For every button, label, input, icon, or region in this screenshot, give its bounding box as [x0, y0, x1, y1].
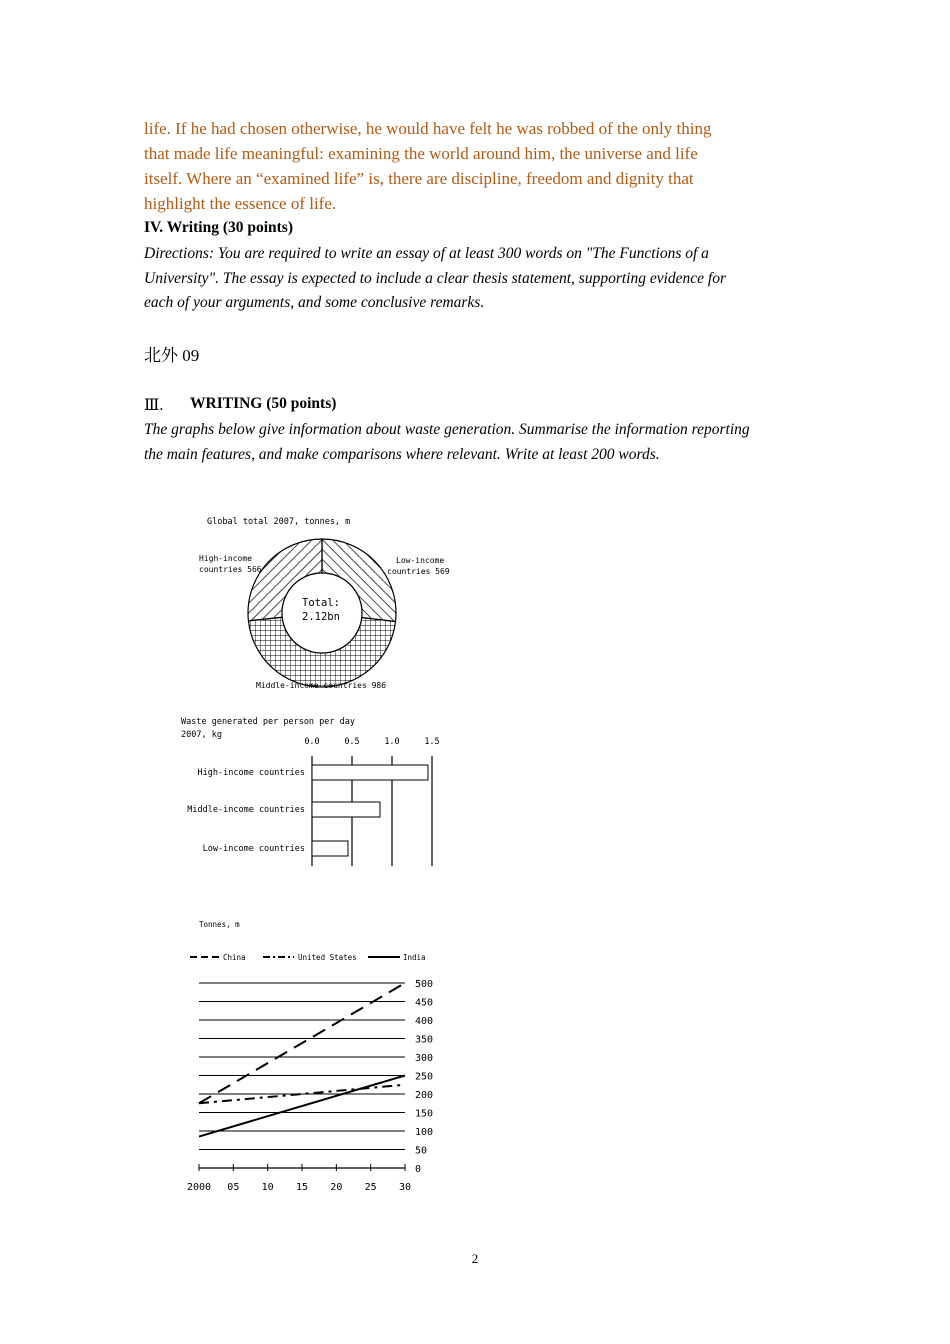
writing-iii-heading: WRITING (50 points)	[190, 395, 337, 412]
pie-label-high-1: High-income	[199, 554, 252, 563]
passage-line-3: itself. Where an “examined life” is, there are discipline, freedom and dignity that	[144, 169, 694, 188]
bar-title-2: 2007, kg	[181, 730, 222, 740]
line-x-tick-label: 2000	[186, 1182, 212, 1193]
line-x-tick-label: 25	[364, 1182, 377, 1193]
passage-line-1: life. If he had chosen otherwise, he would have felt he was robbed of the only thing	[144, 119, 712, 138]
bar-category-label: Middle-income countries	[187, 805, 305, 815]
writing-iii-directions-line-1: The graphs below give information about waste generation. Summarise the information reporting	[144, 421, 750, 438]
bar-tick-label: 0.0	[304, 737, 320, 747]
pie-label-low-1: Low-income	[396, 556, 445, 565]
series-line-india	[199, 1076, 405, 1137]
section-label: 北外 09	[144, 346, 200, 365]
bar-category-label: High-income countries	[197, 768, 305, 778]
bar	[312, 841, 348, 856]
legend-label-united-states: United States	[298, 953, 357, 962]
line-x-tick-label: 30	[398, 1182, 412, 1193]
page-number: 2	[471, 1251, 479, 1266]
line-series	[199, 983, 405, 1137]
bar-tick-label: 0.5	[344, 737, 360, 747]
bar-bars	[312, 765, 428, 856]
bar-category-label: Low-income countries	[202, 844, 305, 854]
line-legend	[190, 953, 426, 962]
bar-tick-labels	[304, 737, 439, 747]
line-y-tick-label: 500	[415, 979, 434, 990]
passage-line-4: highlight the essence of life.	[144, 194, 337, 213]
line-x-tick-label: 20	[330, 1182, 343, 1193]
bar	[312, 765, 428, 780]
bar-tick-label: 1.5	[424, 737, 440, 747]
writing-iv-heading: IV. Writing (30 points)	[144, 219, 294, 236]
pie-title: Global total 2007, tonnes, m	[207, 517, 351, 527]
writing-iv-directions-line-3: each of your arguments, and some conclusive remarks.	[144, 294, 485, 311]
line-y-tick-label: 50	[415, 1145, 428, 1157]
line-y-tick-label: 350	[415, 1034, 434, 1046]
line-y-tick-label: 200	[415, 1090, 434, 1101]
pie-label-middle: Middle-income countries 986	[256, 681, 387, 690]
passage-line-2: that made life meaningful: examining the world around him, the universe and life	[144, 144, 698, 163]
pie-label-high-2: countries 566	[199, 565, 262, 574]
line-x-axis	[187, 1164, 411, 1193]
writing-iv-directions-line-1: Directions: You are required to write an essay of at least 300 words on "The Functions of a	[144, 245, 709, 262]
legend-label-india: India	[403, 953, 426, 962]
line-x-tick-label: 15	[295, 1182, 309, 1193]
line-y-tick-label: 450	[415, 997, 434, 1009]
line-x-tick-label: 05	[227, 1182, 240, 1193]
line-y-tick-label: 250	[415, 1071, 434, 1083]
line-y-tick-label: 0	[415, 1164, 422, 1175]
pie-center-label-2: 2.12bn	[302, 611, 340, 623]
line-y-tick-labels	[415, 979, 433, 1175]
line-y-tick-label: 100	[415, 1127, 434, 1138]
line-title: Tonnes, m	[199, 920, 240, 929]
writing-iv-directions-line-2: University". The essay is expected to include a clear thesis statement, supporting evidence for	[144, 270, 727, 287]
line-x-tick-label: 10	[261, 1182, 274, 1193]
legend-label-china: China	[223, 953, 246, 962]
bar	[312, 802, 380, 817]
writing-iii-numeral: Ⅲ.	[144, 397, 164, 414]
bar-category-labels	[187, 768, 305, 854]
writing-iii-directions-line-2: the main features, and make comparisons where relevant. Write at least 200 words.	[144, 446, 660, 463]
pie-label-low-2: countries 569	[387, 567, 450, 576]
line-y-tick-label: 400	[415, 1016, 434, 1027]
line-gridlines	[199, 983, 405, 1150]
pie-center-label-1: Total:	[302, 597, 340, 609]
line-y-tick-label: 150	[415, 1108, 434, 1120]
bar-tick-label: 1.0	[384, 737, 400, 747]
line-y-tick-label: 300	[415, 1053, 434, 1064]
bar-title-1: Waste generated per person per day	[181, 717, 355, 727]
